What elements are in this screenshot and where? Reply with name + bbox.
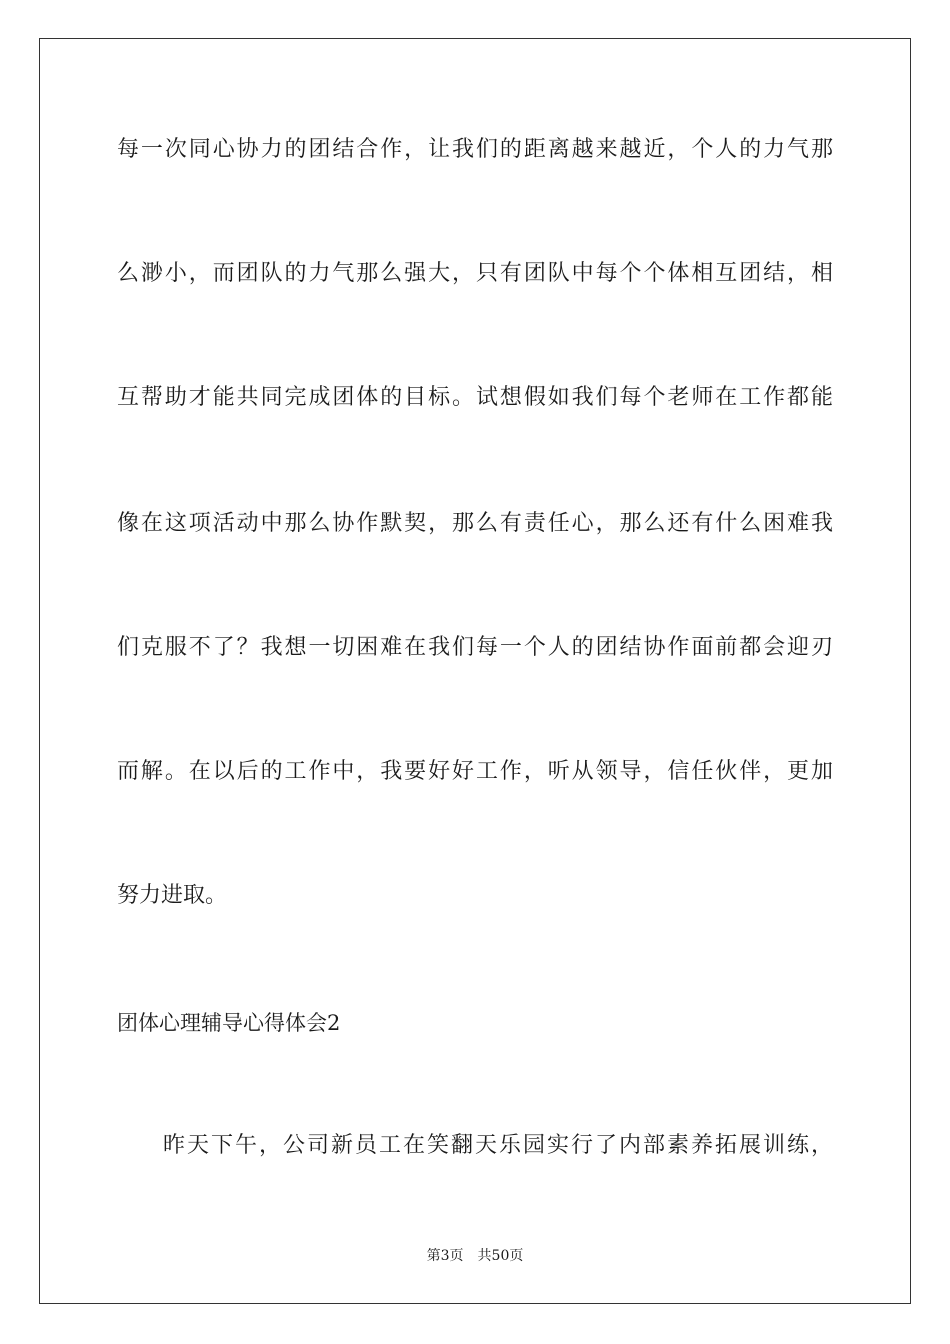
body-line-6: 而解。在以后的工作中，我要好好工作，听从领导，信任伙伴，更加 bbox=[117, 759, 833, 784]
page-total: 共50页 bbox=[477, 1248, 524, 1264]
body-line-2: 么渺小，而团队的力气那么强大，只有团队中每个个体相互团结，相 bbox=[117, 261, 833, 286]
body-line-4: 像在这项活动中那么协作默契，那么有责任心，那么还有什么困难我 bbox=[117, 511, 833, 536]
body-line-3: 互帮助才能共同完成团体的目标。试想假如我们每个老师在工作都能 bbox=[117, 385, 833, 410]
body-line-1: 每一次同心协力的团结合作，让我们的距离越来越近，个人的力气那 bbox=[117, 137, 833, 162]
page-number: 第3页 bbox=[426, 1248, 464, 1264]
section-heading: 团体心理辅导心得体会2 bbox=[117, 1011, 341, 1035]
body-line-7: 努力进取。 bbox=[117, 883, 228, 908]
page-border bbox=[39, 38, 911, 1304]
paragraph-first-line: 昨天下午，公司新员工在笑翻天乐园实行了内部素养拓展训练， bbox=[163, 1133, 833, 1158]
body-line-5: 们克服不了？我想一切困难在我们每一个人的团结协作面前都会迎刃 bbox=[117, 635, 833, 660]
page-footer bbox=[0, 1247, 950, 1265]
